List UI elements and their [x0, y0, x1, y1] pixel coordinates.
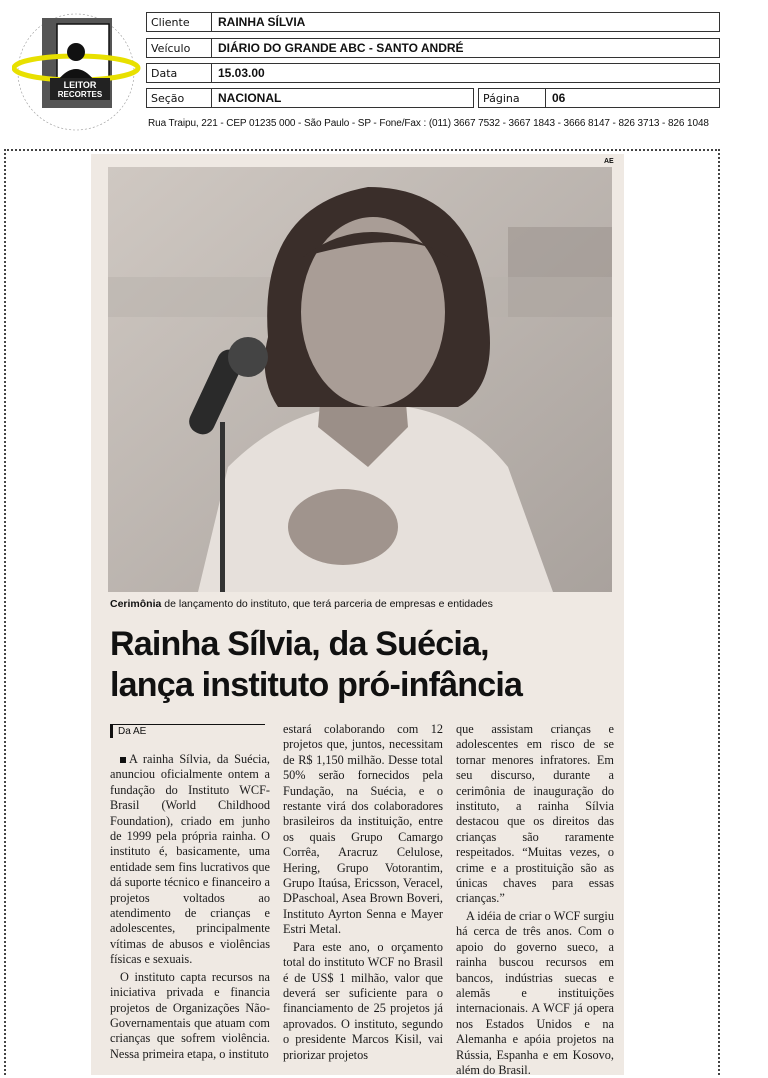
dotted-left-border — [4, 149, 6, 1075]
col1-para-2: O instituto capta recursos na iniciativa privada e financia projetos de Organizações Não-Governamentais que atuam com crianças que sofrem violência. Nessa primeira etapa, o instituto — [110, 969, 270, 1061]
article-column-3 — [456, 722, 614, 1078]
headline-line-2: lança instituto pró-infância — [110, 666, 523, 704]
caption-rest: de lançamento do instituto, que terá parceria de empresas e entidades — [161, 598, 493, 610]
col1-para-1 — [110, 752, 270, 968]
secao-value: NACIONAL — [218, 91, 282, 105]
cliente-row — [146, 12, 720, 32]
article-column-2 — [283, 722, 443, 1063]
col1-para-1-text: A rainha Sílvia, da Suécia, anunciou oficialmente ontem a fundação do Instituto WCF-Brasil (World Childhood Foundation), criado em junho de 1999 pela própria rainha. O instituto é, basicamente, uma entidade sem fins lucrativos que dá suporte técnico e financeiro a projetos voltados ao atendimento de crianças e adolescentes, principalmente vítimas de abusos e violências físicas e sexuais. — [110, 752, 270, 967]
article-column-1 — [110, 752, 270, 1062]
pagina-value: 06 — [552, 91, 566, 105]
logo-graphic-icon — [12, 10, 142, 135]
photo-queen-silvia — [108, 167, 612, 592]
veiculo-label: Veículo — [147, 39, 212, 57]
col3-para-1: que assistam crianças e adolescentes em risco de se tornar menores infratores. Em seu discurso, durante a cerimônia de inauguração do instituto, a rainha Sílvia destacou que os direitos das crianças são raramente respeitados. “Muitas vezes, o crime e a prostituição são as únicas chaves para essas crianças.” — [456, 722, 614, 906]
dotted-right-border — [718, 149, 720, 1075]
cliente-value: RAINHA SÍLVIA — [218, 15, 306, 29]
logo-sub: RECORTES — [57, 90, 103, 99]
col3-para-2: A idéia de criar o WCF surgiu há cerca de três anos. Com o apoio do governo sueco, a rainha buscou recursos em bancos, indústrias suecas e alemãs e instituições internacionais. A WCF já opera nos Estados Unidos e na Alemanha e apóia projetos na Rússia, Espanha e em Kosovo, além do Brasil. — [456, 908, 614, 1077]
data-row — [146, 63, 720, 83]
data-value: 15.03.00 — [218, 66, 265, 80]
logo-text — [50, 80, 110, 100]
veiculo-row — [146, 38, 720, 58]
dotted-top-border — [4, 149, 720, 151]
pagina-row — [478, 88, 720, 108]
byline: Da AE — [110, 724, 265, 738]
lead-square-icon — [120, 757, 126, 763]
leitor-recortes-logo — [12, 10, 142, 135]
col2-para-1: estará colaborando com 12 projetos que, juntos, necessitam de R$ 1,150 milhão. Desse total 50% serão fornecidos pela Fundação, na Suécia, e o restante virá dos colaboradores brasileiros da instituição, entre os quais Grupo Camargo Corrêa, Aracruz Celulose, Hering, Grupo Votorantim, Grupo Itaúsa, Ericsson, Veracel, DPaschoal, Asea Brown Boveri, Instituto Ayrton Senna e Mayer Estri Metal. — [283, 722, 443, 937]
headline — [110, 624, 620, 706]
caption-bold: Cerimônia — [110, 598, 162, 610]
photo-caption — [110, 598, 620, 610]
secao-row — [146, 88, 474, 108]
data-label: Data — [147, 64, 212, 82]
pagina-label: Página — [479, 89, 546, 107]
queen-photo-icon — [108, 167, 612, 592]
cliente-label: Cliente — [147, 13, 212, 31]
secao-label: Seção — [147, 89, 212, 107]
headline-line-1: Rainha Sílvia, da Suécia, — [110, 625, 489, 663]
address-line: Rua Traipu, 221 - CEP 01235 000 - São Paulo - SP - Fone/Fax : (011) 3667 7532 - 3667 1843 - 3666 8147 - 826 3713 - 826 1048 — [148, 118, 709, 129]
logo-name: LEITOR — [63, 80, 97, 90]
veiculo-value: DIÁRIO DO GRANDE ABC - SANTO ANDRÉ — [218, 41, 464, 55]
agency-mark: AE — [604, 158, 614, 165]
col2-para-2: Para este ano, o orçamento total do instituto WCF no Brasil é de US$ 1 milhão, valor que deverá ser suficiente para o financiamento de 25 projetos já aprovados. O instituto, segundo o presidente Marcos Kisil, vai priorizar projetos — [283, 939, 443, 1062]
